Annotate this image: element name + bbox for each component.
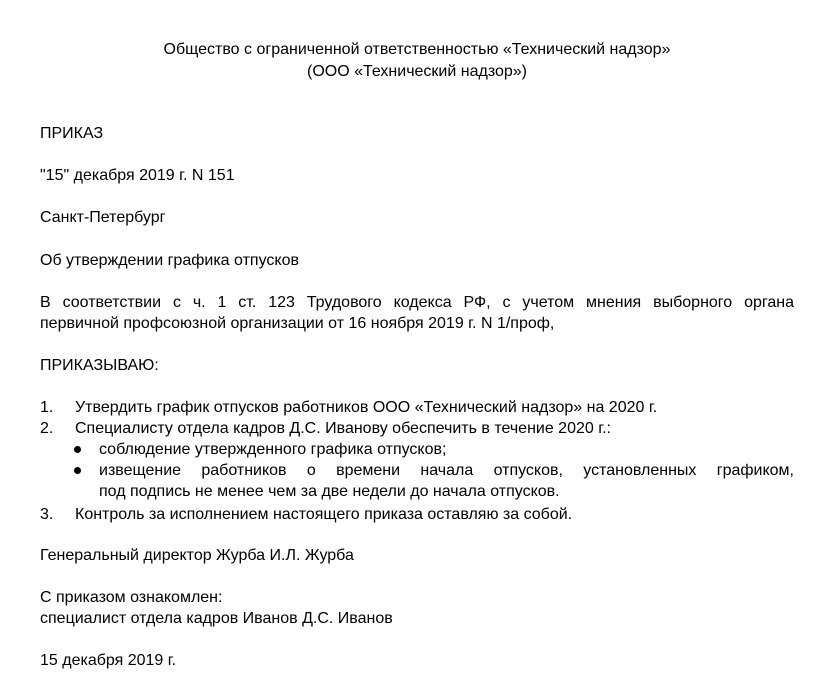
director-signature: Генеральный директор Журба И.Л. Журба [40, 547, 354, 564]
order-date-number: "15" декабря 2019 г. N 151 [40, 167, 235, 184]
order-command: ПРИКАЗЫВАЮ: [40, 357, 159, 374]
list-item-number: 3. [40, 506, 54, 523]
list-item: Контроль за исполнением настоящего приказа оставляю за собой. [75, 506, 573, 523]
list-item-number: 1. [40, 399, 54, 416]
list-item: Специалисту отдела кадров Д.С. Иванову обеспечить в течение 2020 г.: [75, 420, 611, 437]
order-basis-line-2: первичной профсоюзной организации от 16 ноября 2019 г. N 1/проф, [40, 315, 555, 332]
bullet-icon [74, 467, 81, 474]
order-title: ПРИКАЗ [40, 125, 104, 142]
list-item: Утвердить график отпусков работников ООО «Технический надзор» на 2020 г. [75, 399, 658, 416]
bullet-icon [74, 446, 81, 453]
acknowledgement-date: 15 декабря 2019 г. [40, 652, 177, 669]
acknowledgement-person: специалист отдела кадров Иванов Д.С. Иванов [40, 610, 393, 627]
sub-list-item-line-1: извещение работников о времени начала отпусков, установленных графиком, [99, 462, 794, 479]
sub-list-item-line-2: под подпись не менее чем за две недели до начала отпусков. [99, 483, 560, 500]
sub-list-item: соблюдение утвержденного графика отпусков; [99, 441, 447, 458]
organization-short-name: (ООО «Технический надзор») [306, 63, 527, 80]
organization-full-name: Общество с ограниченной ответственностью «Технический надзор» [163, 41, 671, 58]
list-item-number: 2. [40, 420, 54, 437]
order-subject: Об утверждении графика отпусков [40, 252, 299, 269]
order-basis-line-1: В соответствии с ч. 1 ст. 123 Трудового кодекса РФ, с учетом мнения выборного органа [40, 294, 794, 311]
order-city: Санкт-Петербург [40, 209, 166, 226]
acknowledgement-label: С приказом ознакомлен: [40, 589, 223, 606]
